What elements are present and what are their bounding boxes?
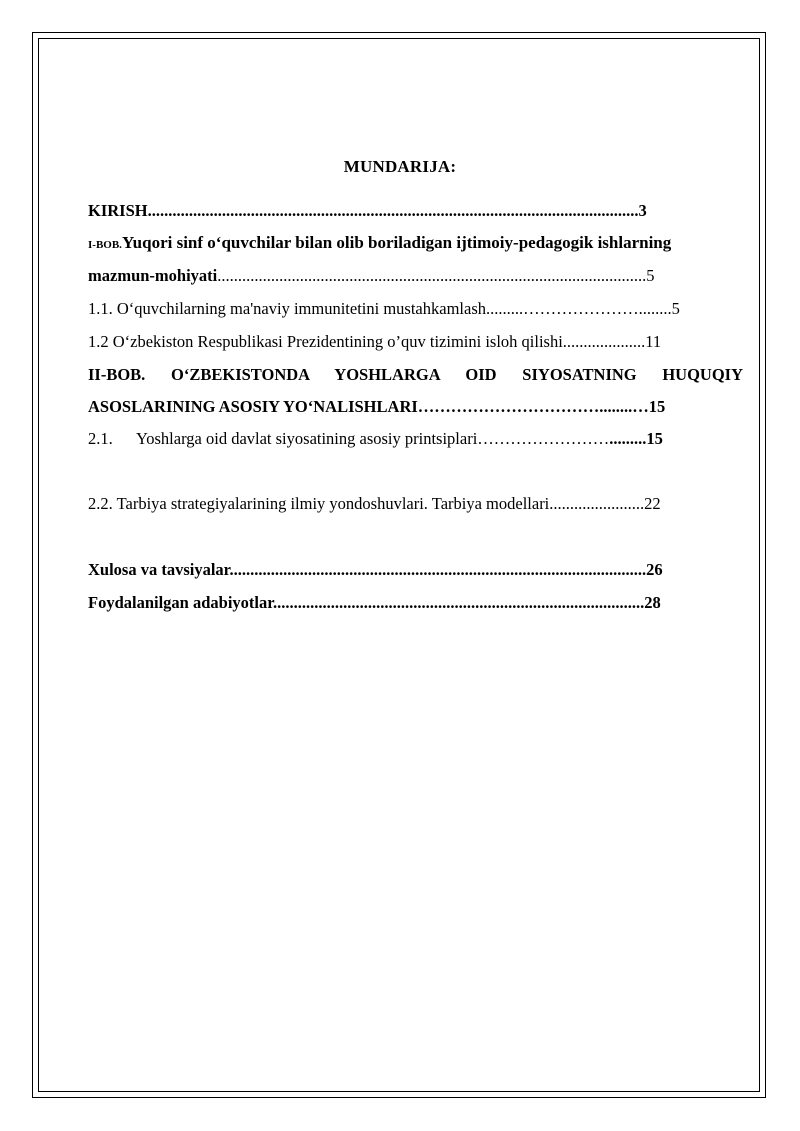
toc-entry-1-1: 1.1. O‘quvchilarning ma'naviy immunitetini mustahkamlash.........…………………........5: [88, 299, 680, 318]
toc-entry-2-2: 2.2. Tarbiya strategiyalarining ilmiy yondoshuvlari. Tarbiya modellari.......................22: [88, 494, 661, 513]
chapter-1-title: Yuqori sinf o‘quvchilar bilan olib boriladigan ijtimoiy-pedagogik ishlarning: [121, 233, 672, 252]
section-2-1-title: Yoshlarga oid davlat siyosatining asosiy printsiplari……………………: [136, 429, 610, 448]
chapter-1-page: ........................................................................................................5: [217, 266, 655, 285]
toc-entry-1-2: 1.2 O‘zbekiston Respublikasi Prezidentining o’quv tizimini isloh qilishi....................11: [88, 332, 662, 351]
toc-entry-2-1: [88, 428, 743, 450]
toc-entry-foydalanilgan: Foydalanilgan adabiyotlar..........................................................................................28: [88, 593, 661, 612]
page-title: MUNDARIJA:: [343, 157, 457, 176]
chapter-1-title-cont: mazmun-mohiyati: [88, 266, 218, 285]
chapter-1-prefix: I-BOB.: [88, 239, 122, 251]
toc-entry-kirish: KIRISH.......................................................................................................................3: [88, 201, 647, 220]
toc-entry-chapter-1-line-2: [88, 265, 743, 287]
section-2-1-number: 2.1.: [88, 429, 113, 448]
toc-entry-xulosa: Xulosa va tavsiyalar.....................................................................................................26: [88, 560, 663, 579]
toc-entry-chapter-2-line-2: ASOSLARINING ASOSIY YO‘NALISHLARI……………………………........…15: [88, 397, 666, 416]
toc-entry-chapter-2-line-1: II-BOB. O‘ZBEKISTONDA YOSHLARGA OID SIYOSATNING HUQUQIY: [88, 365, 743, 384]
toc-entry-chapter-1-line-1: [88, 232, 743, 256]
section-2-1-page: .........15: [609, 429, 663, 448]
